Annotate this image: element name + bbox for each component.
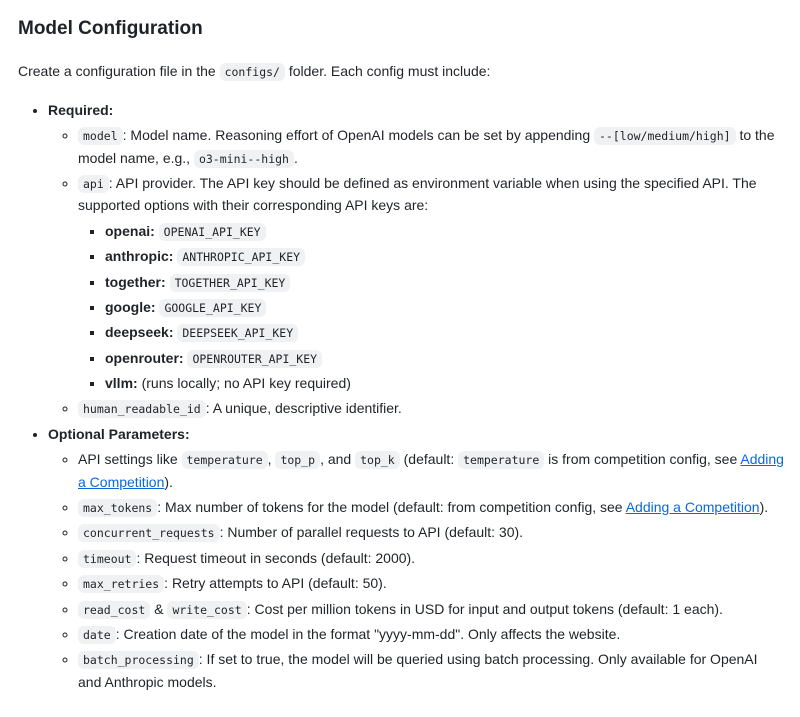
bold-label: anthropic: (105, 248, 174, 265)
api-item-text: api : API provider. The API key should be defined as environment variable when using the specified API. The supported options with their corresponding API keys are: (78, 174, 757, 214)
list-item-api (78, 172, 784, 395)
inline-code: OPENROUTER_API_KEY (187, 350, 322, 368)
inline-code: write_cost (167, 601, 246, 619)
bold-label: google: (105, 298, 156, 315)
list-item-openrouter (105, 347, 784, 369)
bold-label: openrouter: (105, 349, 184, 366)
inline-code: model (78, 127, 123, 145)
list-item-deepseek (105, 321, 784, 343)
config-list (18, 99, 784, 693)
list-item-timeout: ◦ timeout : Request timeout in seconds (default: 2000). (78, 547, 784, 569)
optional-label: Optional Parameters: (48, 425, 190, 442)
inline-code: max_retries (78, 575, 164, 593)
required-items-list (48, 124, 784, 420)
inline-code: o3-mini--high (194, 150, 294, 168)
intro-paragraph: Create a configuration file in the configs/ folder. Each config must include: (18, 63, 491, 80)
list-item-model: ◦ model : Model name. Reasoning effort of OpenAI models can be set by appending --[low/medium/high] to the model name, e.g., o3-mini--high . (78, 124, 784, 169)
list-item-max-retries: ◦ max_retries : Retry attempts to API (default: 50). (78, 572, 784, 594)
optional-items-list (48, 448, 784, 693)
bold-label: deepseek: (105, 324, 174, 341)
inline-code: concurrent_requests (78, 524, 220, 542)
inline-code: api (78, 175, 109, 193)
list-item-date: ◦ date : Creation date of the model in the format "yyyy-mm-dd". Only affects the website. (78, 623, 784, 645)
inline-code: batch_processing (78, 651, 199, 669)
list-item-max-tokens: ◦ max_tokens : Max number of tokens for the model (default: from competition config, see Adding a Competition). (78, 496, 784, 518)
inline-code: top_k (355, 451, 400, 469)
list-item-read-write-cost: ◦ read_cost & write_cost : Cost per million tokens in USD for input and output tokens (default: 1 each). (78, 598, 784, 620)
inline-code: human_readable_id (78, 400, 206, 418)
list-item-google (105, 296, 784, 318)
inline-code: temperature (182, 451, 268, 469)
bold-label: vllm: (105, 375, 138, 392)
required-label: Required: (48, 101, 114, 118)
inline-code: temperature (458, 451, 544, 469)
link-adding-a-competition[interactable]: Adding a Competition (625, 499, 760, 516)
page-title: Model Configuration (18, 18, 203, 39)
inline-code: DEEPSEEK_API_KEY (177, 324, 298, 342)
link-adding-a-competition[interactable]: Adding a Competition (78, 451, 784, 490)
inline-code: top_p (275, 451, 320, 469)
bold-label: together: (105, 273, 166, 290)
inline-code: OPENAI_API_KEY (159, 223, 266, 241)
list-item-anthropic (105, 245, 784, 267)
list-item-human-readable-id: ◦ human_readable_id : A unique, descriptive identifier. (78, 397, 784, 419)
bold-label: openai: (105, 222, 155, 239)
list-item-together (105, 271, 784, 293)
list-item-api-settings: ◦ API settings like temperature , top_p , and top_k (default: temperature is from competition config, see Adding a Competition). (78, 448, 784, 493)
list-item-concurrent-requests: ◦ concurrent_requests : Number of parallel requests to API (default: 30). (78, 521, 784, 543)
inline-code: read_cost (78, 601, 150, 619)
inline-code: date (78, 626, 116, 644)
inline-code: GOOGLE_API_KEY (159, 299, 266, 317)
required-section (48, 99, 784, 420)
list-item-batch-processing: ◦ batch_processing : If set to true, the model will be queried using batch processing. Only available for OpenAI and Anthropic models. (78, 648, 784, 693)
list-item-openai (105, 220, 784, 242)
optional-section (48, 423, 784, 693)
api-keys-list (78, 220, 784, 395)
inline-code: --[low/medium/high] (594, 127, 736, 145)
inline-code: configs/ (220, 63, 285, 81)
inline-code: TOGETHER_API_KEY (170, 274, 291, 292)
inline-code: ANTHROPIC_API_KEY (177, 248, 305, 266)
inline-code: timeout (78, 550, 136, 568)
inline-code: max_tokens (78, 499, 157, 517)
list-item-vllm: ▪ vllm: (runs locally; no API key required) (105, 372, 784, 394)
